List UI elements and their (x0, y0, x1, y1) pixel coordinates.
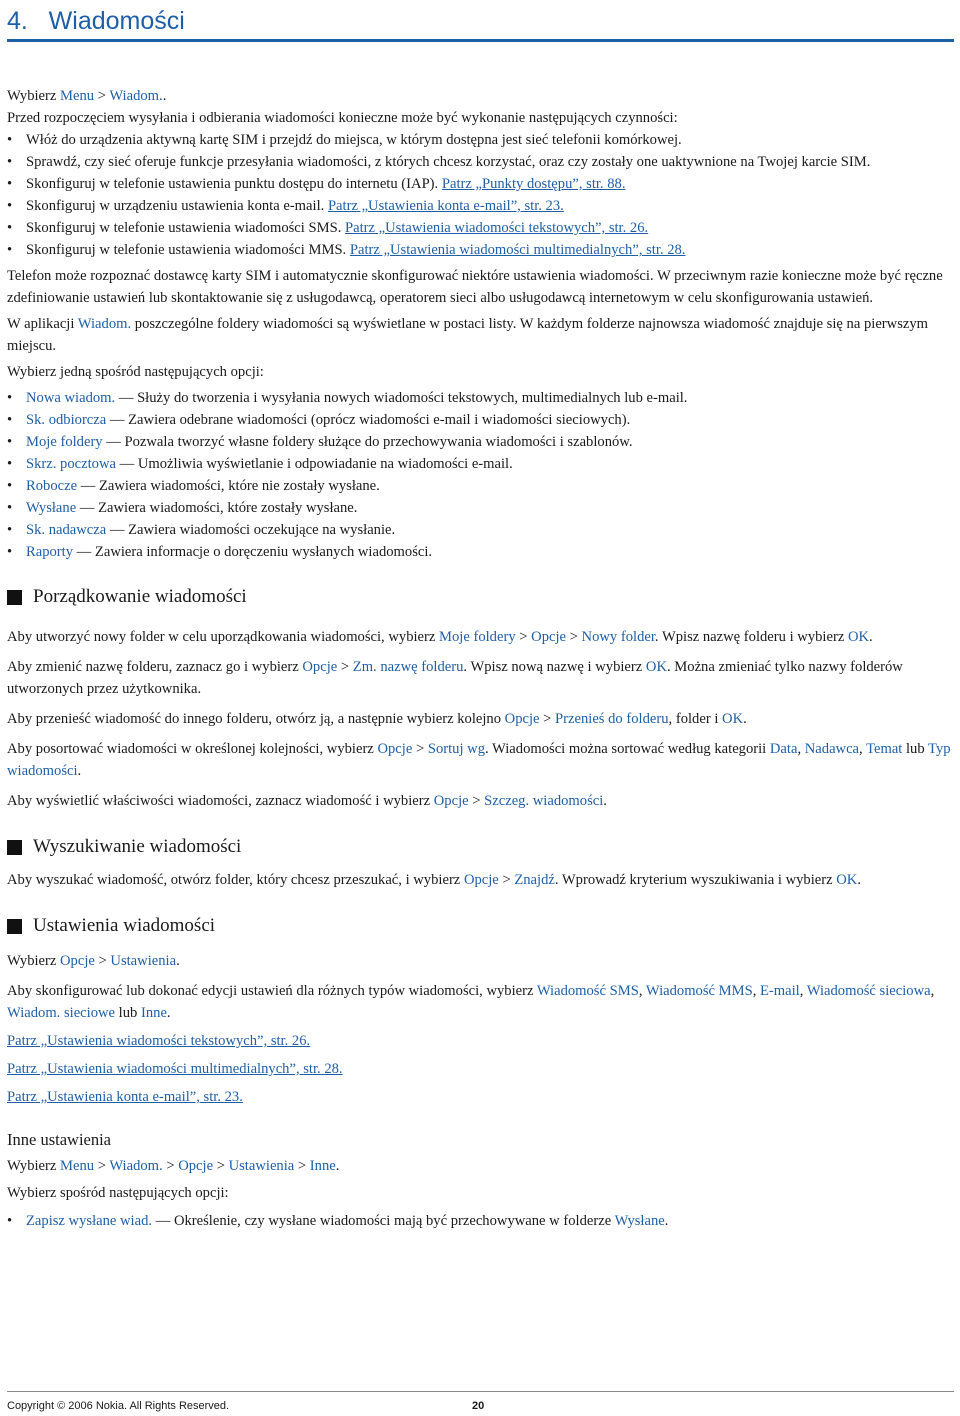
other-para-select: Wybierz Menu > Wiadom. > Opcje > Ustawienia > Inne. (7, 1158, 340, 1174)
section-square-icon (7, 840, 22, 855)
footer-rule (7, 1391, 954, 1392)
search-para: Aby wyszukać wiadomość, otwórz folder, który chcesz przeszukać, i wybierz Opcje > Znajdź. Wprowadź kryterium wyszukiwania i wybierz OK. (7, 872, 861, 888)
sort-para-sort: Aby posortować wiadomości w określonej kolejności, wybierz Opcje > Sortuj wg. Wiadomości można sortować według kategorii Data, Nadawca, Temat lub Typ wiadomości. (7, 741, 951, 779)
list-item: • Skonfiguruj w telefonie ustawienia punktu dostępu do internetu (IAP). Patrz „Punkty dostępu”, str. 88. (7, 173, 955, 195)
settings-para-select: Wybierz Opcje > Ustawienia. (7, 953, 180, 969)
section-heading-other: Inne ustawienia (7, 1130, 112, 1149)
wiadom-ref: Wiadom. (109, 88, 163, 104)
list-item: • Skrz. pocztowa — Umożliwia wyświetlanie i odpowiadanie na wiadomości e-mail. (7, 453, 955, 475)
list-item: • Sk. nadawcza — Zawiera wiadomości oczekujące na wysłanie. (7, 519, 955, 541)
settings-para-types: Aby skonfigurować lub dokonać edycji ustawień dla różnych typów wiadomości, wybierz Wiadomość SMS, Wiadomość MMS, E-mail, Wiadomość sieciowa, Wiadom. sieciowe lub Inne. (7, 983, 935, 1021)
link-punkty-dostepu[interactable]: Patrz „Punkty dostępu”, str. 88. (441, 176, 626, 192)
list-item: • Moje foldery — Pozwala tworzyć własne foldery służące do przechowywania wiadomości i szablonów. (7, 431, 955, 453)
list-item: • Nowa wiadom. — Służy do tworzenia i wysyłania nowych wiadomości tekstowych, multimedialnych lub e-mail. (7, 387, 955, 409)
para-telefon: Telefon może rozpoznać dostawcę karty SIM i automatycznie skonfigurować niektóre ustawienia wiadomości. W przeciwnym razie konieczne może być ręczne zdefiniowanie ustawień lub skontaktowanie się z usługodawcą, operatorem sieci albo usługodawcą internetowym w celu skonfigurowania ustawień. (7, 268, 943, 306)
menu-ref: Menu (60, 88, 95, 104)
list-item: • Skonfiguruj w telefonie ustawienia wiadomości SMS. Patrz „Ustawienia wiadomości tekstowych”, str. 26. (7, 217, 955, 239)
folder-list (7, 387, 955, 563)
intro-select-line: Wybierz Menu > Wiadom.. (7, 88, 167, 104)
link-mms-settings[interactable]: Patrz „Ustawienia wiadomości multimedialnych”, str. 28. (349, 242, 686, 258)
list-item: • Włóż do urządzenia aktywną kartę SIM i przejdź do miejsca, w którym dostępna jest sieć telefonii komórkowej. (7, 129, 955, 151)
footer-copyright: Copyright © 2006 Nokia. All Rights Reserved. (7, 1400, 230, 1412)
page-number: 20 (472, 1400, 485, 1412)
section-heading-settings: Ustawienia wiadomości (7, 913, 955, 939)
section-square-icon (7, 919, 22, 934)
list-item: • Sprawdź, czy sieć oferuje funkcje przesyłania wiadomości, z których chcesz korzystać, oraz czy zostały one uaktywnione na Twojej karcie SIM. (7, 151, 955, 173)
settings-link-email-line (7, 1086, 955, 1108)
prereq-list (7, 129, 955, 261)
list-item: • Skonfiguruj w urządzeniu ustawienia konta e-mail. Patrz „Ustawienia konta e-mail”, str. 23. (7, 195, 955, 217)
list-item: • Robocze — Zawiera wiadomości, które nie zostały wysłane. (7, 475, 955, 497)
sort-para-rename: Aby zmienić nazwę folderu, zaznacz go i wybierz Opcje > Zm. nazwę folderu. Wpisz nową nazwę i wybierz OK. Można zmieniać tylko nazwy folderów utworzonych przez użytkownika. (7, 659, 903, 697)
list-item: • Zapisz wysłane wiad. — Określenie, czy wysłane wiadomości mają być przechowywane w folderze Wysłane. (7, 1210, 955, 1232)
section-heading-search: Wyszukiwanie wiadomości (7, 834, 955, 860)
other-options-list (7, 1210, 955, 1232)
link-konto-email[interactable]: Patrz „Ustawienia konta e-mail”, str. 23. (327, 198, 564, 214)
chapter-title: 4. Wiadomości (7, 7, 185, 35)
section-square-icon (7, 590, 22, 605)
document-page (7, 0, 955, 1232)
title-rule (7, 39, 954, 42)
settings-link-mms-line (7, 1058, 955, 1080)
list-item: • Skonfiguruj w telefonie ustawienia wiadomości MMS. Patrz „Ustawienia wiadomości multimedialnych”, str. 28. (7, 239, 955, 261)
other-choose-label: Wybierz spośród następujących opcji: (7, 1185, 229, 1201)
link-mms-settings[interactable]: Patrz „Ustawienia wiadomości multimedialnych”, str. 28. (7, 1061, 343, 1077)
sort-para-details: Aby wyświetlić właściwości wiadomości, zaznacz wiadomość i wybierz Opcje > Szczeg. wiadomości. (7, 793, 607, 809)
list-item: • Wysłane — Zawiera wiadomości, które zostały wysłane. (7, 497, 955, 519)
settings-link-sms-line (7, 1030, 955, 1052)
intro-before-text: Przed rozpoczęciem wysyłania i odbierania wiadomości konieczne może być wykonanie następujących czynności: (7, 110, 678, 126)
choose-label: Wybierz jedną spośród następujących opcji: (7, 364, 264, 380)
sort-para-move: Aby przenieść wiadomość do innego folderu, otwórz ją, a następnie wybierz kolejno Opcje > Przenieś do folderu, folder i OK. (7, 711, 747, 727)
list-item: • Raporty — Zawiera informacje o doręczeniu wysłanych wiadomości. (7, 541, 955, 563)
link-sms-settings[interactable]: Patrz „Ustawienia wiadomości tekstowych”, str. 26. (345, 220, 649, 236)
para-aplikacji: W aplikacji Wiadom. poszczególne foldery wiadomości są wyświetlane w postaci listy. W każdym folderze najnowsza wiadomość znajduje się na pierwszym miejscu. (7, 316, 929, 354)
link-konto-email[interactable]: Patrz „Ustawienia konta e-mail”, str. 23. (7, 1089, 243, 1105)
sort-para-new-folder: Aby utworzyć nowy folder w celu uporządkowania wiadomości, wybierz Moje foldery > Opcje > Nowy folder. Wpisz nazwę folderu i wybierz OK. (7, 629, 873, 645)
section-heading-sort: Porządkowanie wiadomości (7, 584, 955, 610)
link-sms-settings[interactable]: Patrz „Ustawienia wiadomości tekstowych”, str. 26. (7, 1033, 311, 1049)
list-item: • Sk. odbiorcza — Zawiera odebrane wiadomości (oprócz wiadomości e-mail i wiadomości sieciowych). (7, 409, 955, 431)
